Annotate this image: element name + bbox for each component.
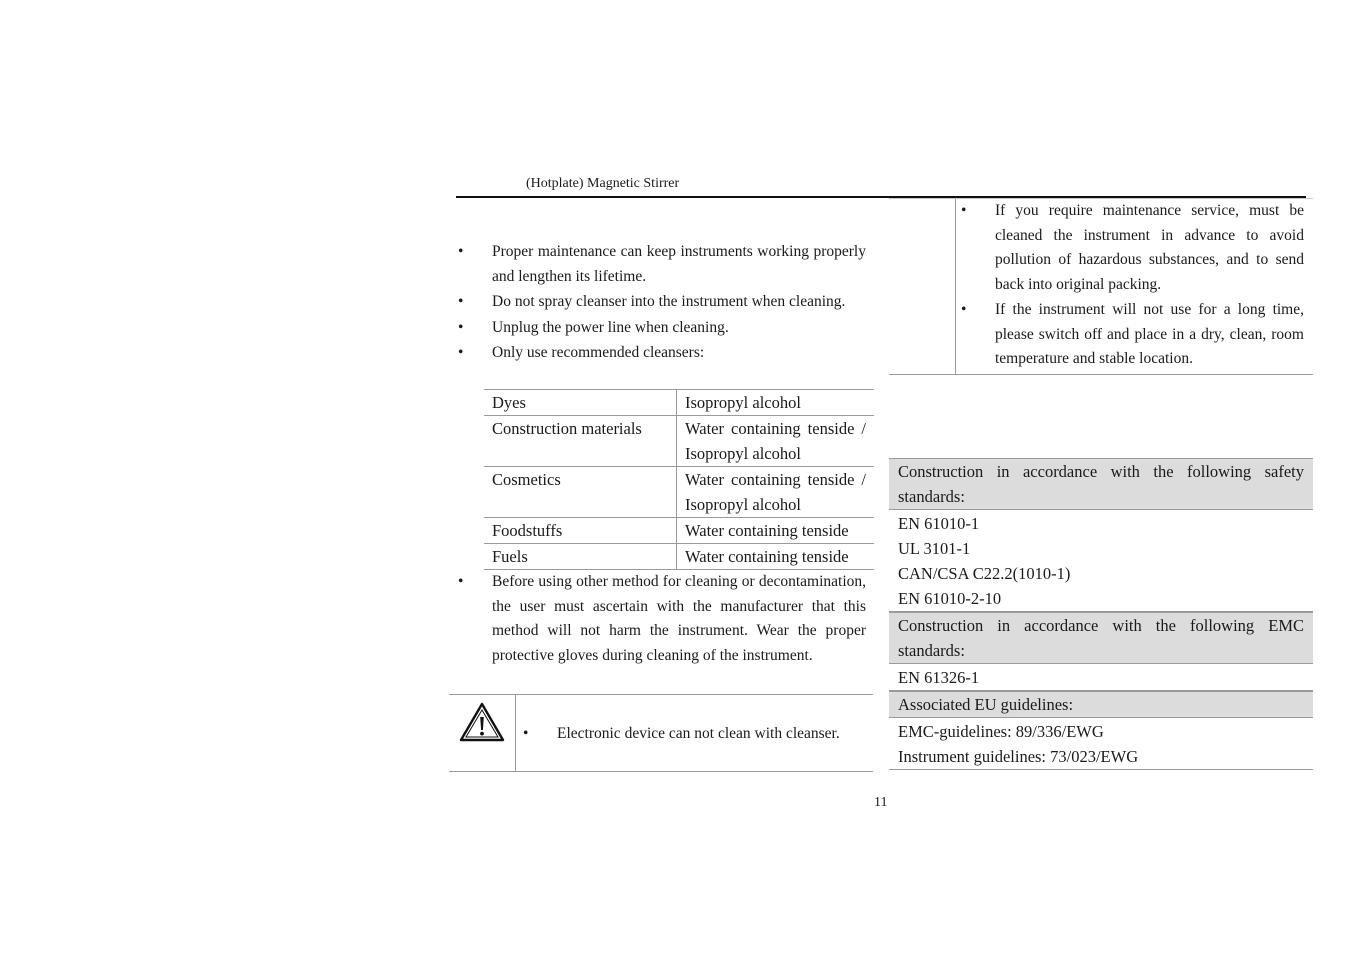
table-row [484,544,874,570]
list-item: • Electronic device can not clean with cleanser. [523,725,840,742]
eu-guidelines-heading: Associated EU guidelines: [889,691,1313,718]
table-cell-cleanser: Water containing tenside / Isopropyl alcohol [677,467,875,518]
page-number: 11 [874,795,888,810]
table-cell-item: Cosmetics [484,467,677,518]
eu-guidelines-list [889,718,1313,770]
bullet-text: Only use recommended cleansers: [492,344,705,361]
decontamination-bullet-list [456,570,866,668]
table-cell-cleanser: Water containing tenside / Isopropyl alcohol [677,416,875,467]
service-left-cell [889,199,956,374]
bullet-text: Before using other method for cleaning or decontamination, the user must ascertain with the manufacturer that this method will not harm the instrument. Wear the proper protective gloves during cleaning of the instrument. [492,573,866,664]
list-item: • If you require maintenance service, must be cleaned the instrument in advance to avoid pollution of hazardous substances, and to send back into original packing. [961,202,1304,293]
guideline-item: Instrument guidelines: 73/023/EWG [898,747,1139,766]
safety-standards-heading: Construction in accordance with the following safety standards: [889,458,1313,510]
table-cell-item: Dyes [484,390,677,416]
emc-standards-list [889,664,1313,691]
warning-text: Electronic device can not clean with cleanser. [557,725,840,742]
table-row [484,416,874,467]
running-header-title: (Hotplate) Magnetic Stirrer [526,176,680,191]
bullet-text: Unplug the power line when cleaning. [492,318,729,336]
standard-item: CAN/CSA C22.2(1010-1) [898,564,1071,583]
table-cell-item: Foodstuffs [484,518,677,544]
standard-item: EN 61326-1 [898,668,980,687]
table-cell-cleanser: Water containing tenside [677,518,875,544]
warning-icon-cell [449,695,516,771]
list-item: • Do not spray cleanser into the instrument when cleaning. [458,293,846,310]
service-box [889,198,1313,375]
warning-triangle-icon [459,701,505,743]
standards-table [889,458,1313,770]
maintenance-bullet-list [456,240,866,366]
safety-standards-list [889,510,1313,612]
emc-standards-heading: Construction in accordance with the following EMC standards: [889,612,1313,664]
bullet-text: If you require maintenance service, must be cleaned the instrument in advance to avoid pollution of hazardous substances, and to send back into original packing. [995,202,1304,293]
standard-item: UL 3101-1 [898,539,971,558]
standard-item: EN 61010-1 [898,514,980,533]
standard-item: EN 61010-2-10 [898,589,1002,608]
bullet-text: Do not spray cleanser into the instrument when cleaning. [492,293,846,310]
table-row [484,467,874,518]
bullet-text: Proper maintenance can keep instruments working properly and lengthen its lifetime. [492,243,866,285]
table-row [484,390,874,416]
table-cell-item: Construction materials [484,416,677,467]
list-item: • If the instrument will not use for a long time, please switch off and place in a dry, clean, room temperature and stable location. [961,301,1304,367]
service-bullet-list [959,199,1304,372]
table-cell-cleanser: Isopropyl alcohol [677,390,875,416]
list-item: • Unplug the power line when cleaning. [458,318,729,336]
warning-box [449,694,873,772]
bullet-text: If the instrument will not use for a long time, please switch off and place in a dry, clean, room temperature and stable location. [995,301,1304,367]
list-item: • Proper maintenance can keep instruments working properly and lengthen its lifetime. [458,243,866,285]
list-item: • Before using other method for cleaning or decontamination, the user must ascertain with the manufacturer that this method will not harm the instrument. Wear the proper protective gloves during cleaning of the instrument. [458,573,866,664]
cleanser-table [484,389,874,570]
table-row [484,518,874,544]
table-cell-item: Fuels [484,544,677,570]
table-cell-cleanser: Water containing tenside [677,544,875,570]
warning-text-block [521,722,865,747]
guideline-item: EMC-guidelines: 89/336/EWG [898,722,1104,741]
list-item: • Only use recommended cleansers: [458,344,705,361]
